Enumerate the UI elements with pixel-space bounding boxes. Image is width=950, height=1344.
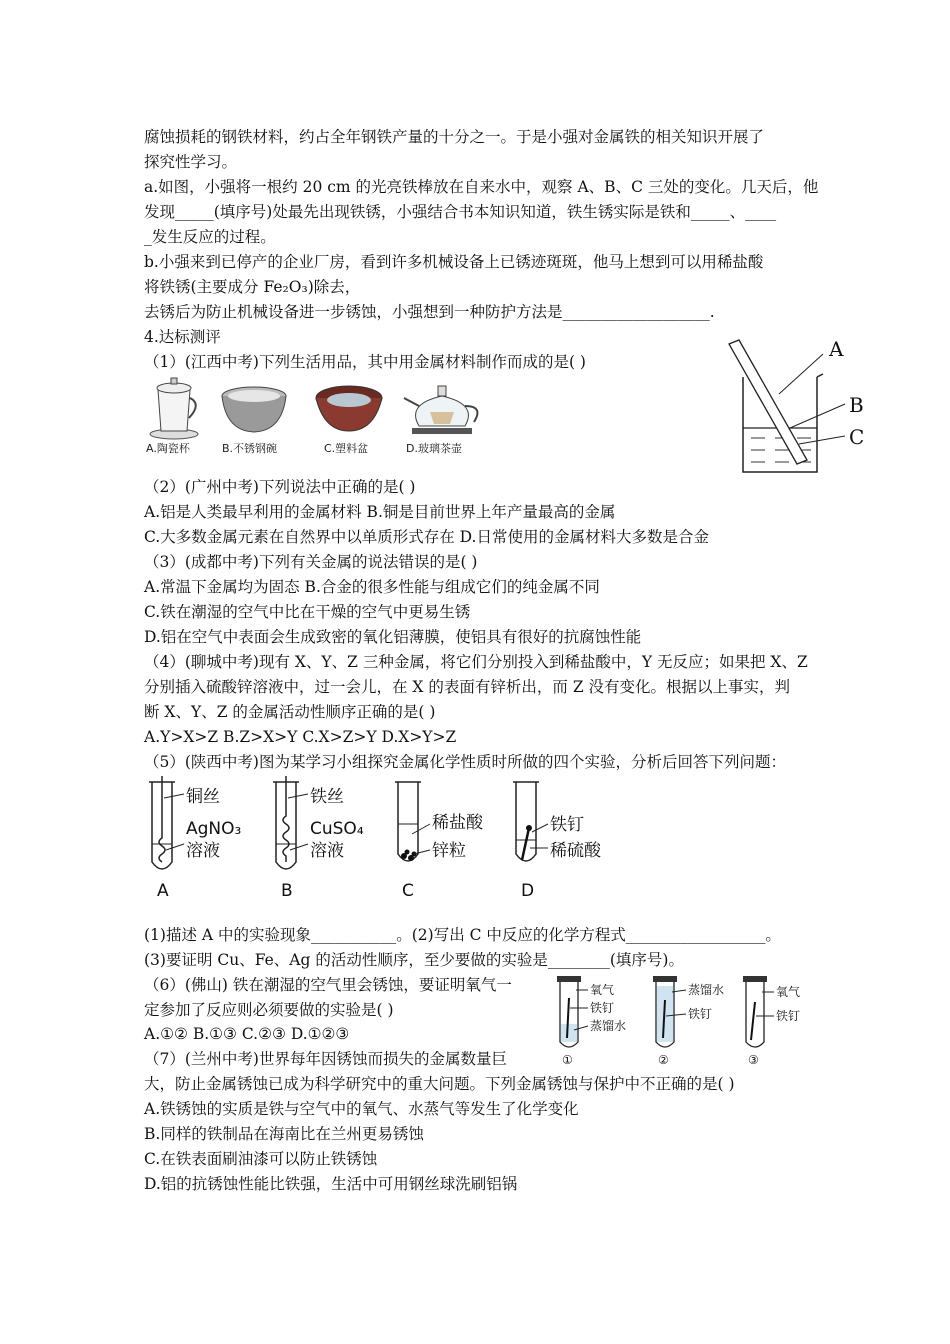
tube-d-letter: D <box>521 881 535 901</box>
caption-c: C.塑料盆 <box>324 442 369 455</box>
q6-t2-number: ② <box>658 1053 669 1067</box>
beaker-label-a: A <box>829 337 844 361</box>
q6-tube-2 <box>653 976 724 1067</box>
q6-tube-3 <box>743 976 800 1067</box>
plastic-basin-icon <box>316 386 382 431</box>
q5-tubes-figure <box>144 776 624 904</box>
tube-b-top-label: 铁丝 <box>310 787 344 807</box>
q7-option-c: C.在铁表面刷油漆可以防止铁锈蚀 <box>144 1150 378 1168</box>
q7-option-b: B.同样的铁制品在海南比在兰州更易锈蚀 <box>144 1125 424 1143</box>
tube-b-bottom-label: 溶液 <box>310 841 344 861</box>
part-b-line-3: 去锈后为防止机械设备进一步锈蚀，小强想到一种防护方法是___________________. <box>144 303 715 321</box>
q6-tube-1 <box>557 976 626 1067</box>
q4-stem-1: （4）(聊城中考)现有 X、Y、Z 三种金属，将它们分别投入到稀盐酸中，Y 无反应；如果把 X、Z <box>144 653 808 671</box>
q6-t1-label-2: 铁钉 <box>590 1001 615 1015</box>
tube-a <box>149 776 241 901</box>
q3-stem: （3）(成都中考)下列有关金属的说法错误的是( ) <box>144 553 478 571</box>
tube-d-bottom-label: 稀硫酸 <box>550 841 601 861</box>
section-title: 4.达标测评 <box>144 328 221 346</box>
tube-a-letter: A <box>157 881 169 901</box>
q7-option-a: A.铁锈蚀的实质是铁与空气中的氧气、水蒸气等发生了化学变化 <box>144 1100 579 1118</box>
intro-line-2: 探究性学习。 <box>144 153 238 171</box>
q2-options-1: A.铝是人类最早利用的金属材料 B.铜是目前世界上年产量最高的金属 <box>144 503 616 521</box>
glass-teapot-icon <box>404 386 477 434</box>
steel-bowl-icon <box>222 387 286 432</box>
q5-stem: （5）(陕西中考)图为某学习小组探究金属化学性质时所做的四个实验，分析后回答下列问题： <box>144 753 786 771</box>
q5-question-1-2: (1)描述 A 中的实验现象___________。(2)写出 C 中反应的化学方程式__________________。 <box>144 926 781 944</box>
q3-options-1: A.常温下金属均为固态 B.合金的很多性能与组成它们的纯金属不同 <box>144 578 600 596</box>
part-b-line-2: 将铁锈(主要成分 Fe₂O₃)除去， <box>144 278 361 296</box>
part-b-line-1: b.小强来到已停产的企业厂房，看到许多机械设备上已锈迹斑斑，他马上想到可以用稀盐酸 <box>144 253 764 271</box>
tube-a-top-label: 铜丝 <box>186 787 220 807</box>
q6-stem-2: 定参加了反应则必须要做的实验是( ) <box>144 1001 394 1019</box>
tube-c-top-label: 稀盐酸 <box>432 813 483 833</box>
q6-tubes-figure <box>552 972 810 1068</box>
q7-stem-2: 大，防止金属锈蚀已成为科学研究中的重大问题。下列金属锈蚀与保护中不正确的是( ) <box>144 1075 735 1093</box>
q6-t2-label-2: 铁钉 <box>688 1007 713 1021</box>
tube-b <box>273 776 364 901</box>
caption-a: A.陶瓷杯 <box>146 442 190 455</box>
q2-options-2: C.大多数金属元素在自然界中以单质形式存在 D.日常使用的金属材料大多数是合金 <box>144 528 709 546</box>
q6-t1-number: ① <box>562 1053 573 1067</box>
tube-b-mid-label: CuSO₄ <box>310 819 364 839</box>
intro-line-1: 腐蚀损耗的钢铁材料，约占全年钢铁产量的十分之一。于是小强对金属铁的相关知识开展了 <box>144 128 765 146</box>
part-a-line-3: _发生反应的过程。 <box>144 228 276 246</box>
tube-b-letter: B <box>281 881 293 901</box>
q4-options: A.Y>X>Z B.Z>X>Y C.X>Z>Y D.X>Y>Z <box>144 728 457 746</box>
tube-d <box>513 782 602 901</box>
q6-t1-label-3: 蒸馏水 <box>590 1019 627 1033</box>
q4-stem-3: 断 X、Y、Z 的金属活动性顺序正确的是( ) <box>144 703 436 721</box>
q6-stem-1: （6）(佛山) 铁在潮湿的空气里会锈蚀，要证明氧气一 <box>144 976 512 994</box>
beaker-label-b: B <box>849 393 864 417</box>
q3-options-3: D.铝在空气中表面会生成致密的氧化铝薄膜，使铝具有很好的抗腐蚀性能 <box>144 628 642 646</box>
part-a-line-2: 发现_____(填序号)处最先出现铁锈，小强结合书本知识知道，铁生锈实际是铁和_____、____ <box>144 203 777 221</box>
caption-b: B.不锈钢碗 <box>222 442 278 455</box>
q5-question-3: (3)要证明 Cu、Fe、Ag 的活动性顺序，至少要做的实验是________(填序号)。 <box>144 951 684 969</box>
q4-stem-2: 分别插入硫酸锌溶液中，过一会儿，在 X 的表面有锌析出，而 Z 没有变化。根据以上事实，判 <box>144 678 791 696</box>
caption-d: D.玻璃茶壶 <box>406 442 462 455</box>
q6-t3-label-1: 氧气 <box>776 985 801 999</box>
q3-options-2: C.铁在潮湿的空气中比在干燥的空气中更易生锈 <box>144 603 471 621</box>
q1-items-figure <box>144 376 504 458</box>
tube-a-mid-label: AgNO₃ <box>186 819 242 839</box>
porcelain-cup-icon <box>150 378 198 439</box>
tube-d-top-label: 铁钉 <box>550 815 584 835</box>
part-a-line-1: a.如图，小强将一根约 20 cm 的光亮铁棒放在自来水中，观察 A、B、C 三处的变化。几天后，他 <box>144 178 819 196</box>
q7-option-d: D.铝的抗锈蚀性能比铁强，生活中可用钢丝球洗刷铝锅 <box>144 1175 518 1193</box>
tube-c <box>395 782 484 901</box>
tube-a-bottom-label: 溶液 <box>186 841 220 861</box>
q6-t2-label-1: 蒸馏水 <box>688 983 725 997</box>
q6-options: A.①② B.①③ C.②③ D.①②③ <box>144 1025 350 1043</box>
q6-t3-label-2: 铁钉 <box>776 1009 801 1023</box>
beaker-label-c: C <box>849 425 865 449</box>
tube-c-letter: C <box>402 881 414 901</box>
q7-stem-1: （7）(兰州中考)世界每年因锈蚀而损失的金属数量巨 <box>144 1050 507 1068</box>
beaker-figure <box>725 332 875 480</box>
q1-stem: （1）(江西中考)下列生活用品，其中用金属材料制作而成的是( ) <box>144 353 586 371</box>
tube-c-bottom-label: 锌粒 <box>432 841 466 861</box>
q2-stem: （2）(广州中考)下列说法中正确的是( ) <box>144 478 416 496</box>
q6-t1-label-1: 氧气 <box>590 983 615 997</box>
q6-t3-number: ③ <box>748 1053 759 1067</box>
